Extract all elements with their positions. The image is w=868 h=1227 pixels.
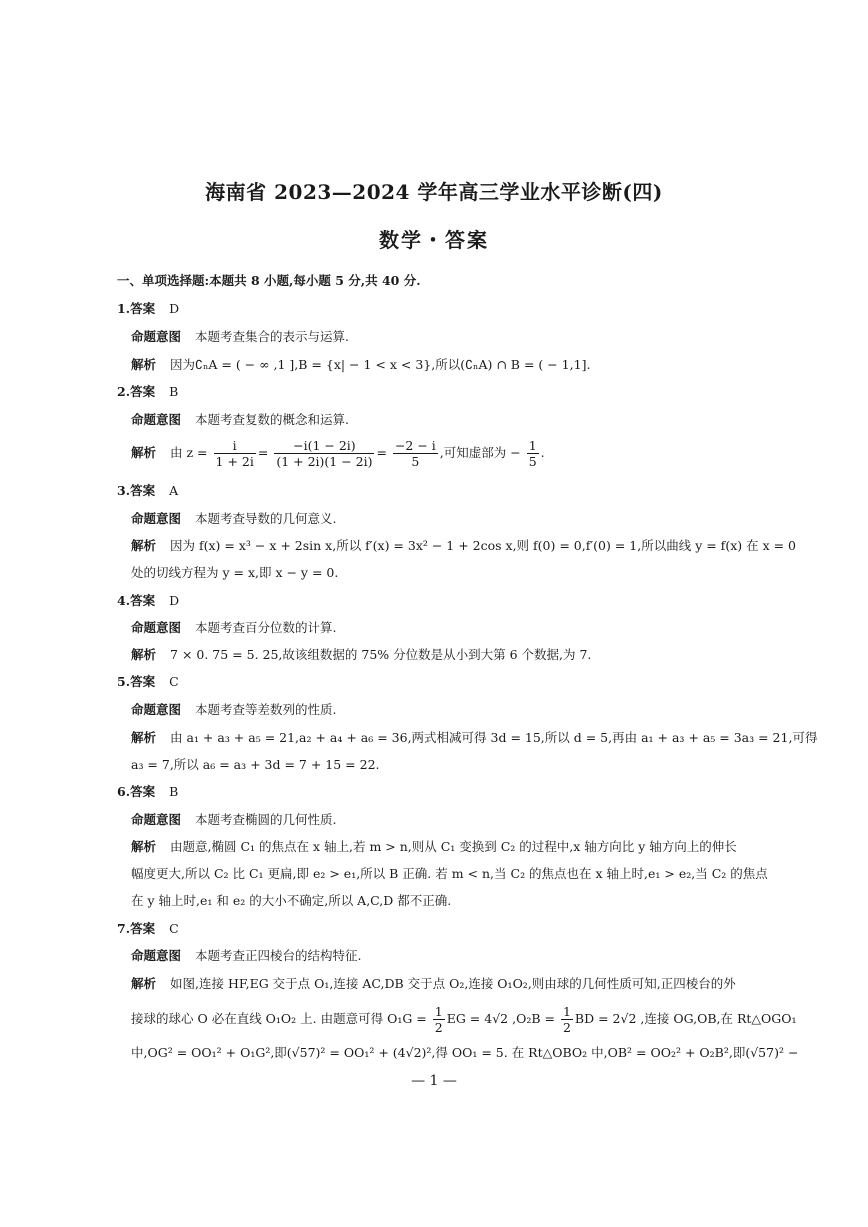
analysis-text: 由题意,椭圆 C₁ 的焦点在 x 轴上,若 m > n,则从 C₁ 变换到 C₂ 的过程中,x 轴方向比 y 轴方向上的伸长	[170, 839, 737, 854]
intent-label: 命题意图	[131, 948, 182, 963]
analysis-text: 7 × 0. 75 = 5. 25,故该组数据的 75% 分位数是从小到大第 6 个数据,为 7.	[170, 647, 592, 662]
fraction: $\frac{-i(1 - 2i)}{(1 + 2i)(1 - 2i)}$	[276, 438, 373, 469]
intent-text: 本题考查正四棱台的结构特征.	[195, 948, 362, 963]
q4-analysis-line	[131, 646, 591, 664]
q6-answer-line	[117, 783, 178, 801]
analysis-label: 解析	[131, 976, 157, 991]
question-number: 4.	[117, 593, 131, 608]
q5-answer-line	[117, 673, 179, 691]
intent-label: 命题意图	[131, 702, 182, 717]
q3-answer-line	[117, 482, 178, 500]
q6-intent-line	[131, 811, 337, 829]
analysis-label: 解析	[131, 839, 157, 854]
answer-label: 答案	[130, 674, 156, 689]
intent-label: 命题意图	[131, 329, 182, 344]
question-number: 7.	[117, 921, 131, 936]
question-number: 5.	[117, 674, 131, 689]
q6-analysis-continuation: 幅度更大,所以 C₂ 比 C₁ 更扁,即 e₂ > e₁,所以 B 正确. 若 m < n,当 C₂ 的焦点也在 x 轴上时,e₁ > e₂,当 C₂ 的焦点	[131, 866, 768, 881]
section-heading: 一、单项选择题:本题共 8 小题,每小题 5 分,共 40 分.	[117, 273, 421, 288]
fraction: $\frac{-2 - i}{5}$	[394, 438, 436, 469]
q7-analysis-continuation: 中,OG² = OO₁² + O₁G²,即(√57)² = OO₁² + (4√2)²,得 OO₁ = 5. 在 Rt△OBO₂ 中,OB² = OO₂² + O₂B²,即(√57)² −	[131, 1045, 799, 1060]
answer-label: 答案	[130, 784, 156, 799]
answer-label: 答案	[130, 921, 156, 936]
fraction: $\frac{1}{2}$	[562, 1004, 571, 1035]
q4-answer-line	[117, 592, 179, 610]
document-title: 海南省 2023—2024 学年高三学业水平诊断(四)	[205, 180, 663, 204]
q2-analysis-line: 解析 由 z = $\frac{i}{1 + 2i}$ = $\frac{-i(1 - 2i)}{(1 + 2i)(1 - 2i)}$ = $\frac{-2 - i}{5}$ ,可知虚部为 − $\frac{1}{5}$ .	[131, 438, 545, 469]
question-number: 1.	[117, 301, 131, 316]
q5-intent-line	[131, 701, 337, 719]
intent-text: 本题考查导数的几何意义.	[195, 511, 337, 526]
intent-text: 本题考查等差数列的性质.	[195, 702, 337, 717]
intent-text: 本题考查椭圆的几何性质.	[195, 812, 337, 827]
analysis-label: 解析	[131, 730, 157, 745]
document-subtitle: 数学・答案	[379, 228, 489, 252]
answer-value: C	[169, 674, 179, 689]
answer-value: A	[169, 483, 179, 498]
q2-answer-line	[117, 383, 178, 401]
analysis-label: 解析	[131, 445, 157, 460]
q3-intent-line	[131, 510, 337, 528]
q1-answer-line	[117, 300, 179, 318]
fraction: $\frac{1}{2}$	[434, 1004, 443, 1035]
q7-answer-line	[117, 920, 179, 938]
question-number: 6.	[117, 784, 131, 799]
question-number: 3.	[117, 483, 131, 498]
analysis-label: 解析	[131, 357, 157, 372]
q6-analysis-line	[131, 838, 737, 856]
analysis-label: 解析	[131, 538, 157, 553]
intent-label: 命题意图	[131, 511, 182, 526]
answer-label: 答案	[130, 301, 156, 316]
analysis-label: 解析	[131, 647, 157, 662]
q2-intent-line	[131, 411, 349, 429]
intent-label: 命题意图	[131, 412, 182, 427]
fraction: $\frac{i}{1 + 2i}$	[215, 438, 254, 469]
q3-analysis-continuation: 处的切线方程为 y = x,即 x − y = 0.	[131, 565, 339, 580]
q4-intent-line	[131, 619, 337, 637]
q5-analysis-line	[131, 729, 817, 747]
intent-text: 本题考查集合的表示与运算.	[195, 329, 349, 344]
answer-label: 答案	[130, 593, 156, 608]
q1-intent-line	[131, 328, 349, 346]
q5-analysis-continuation: a₃ = 7,所以 a₆ = a₃ + 3d = 7 + 15 = 22.	[131, 757, 380, 772]
intent-text: 本题考查百分位数的计算.	[195, 620, 337, 635]
answer-value: C	[169, 921, 179, 936]
analysis-text: 如图,连接 HF,EG 交于点 O₁,连接 AC,DB 交于点 O₂,连接 O₁O₂,则由球的几何性质可知,正四棱台的外	[170, 976, 736, 991]
q7-analysis-continuation: 接球的球心 O 必在直线 O₁O₂ 上. 由题意可得 O₁G = $\frac{1}{2}$ EG = 4√2 ,O₂B = $\frac{1}{2}$ BD = 2√2 ,连接 OG,OB,在 Rt△OGO₁	[131, 1004, 797, 1035]
analysis-text: 因为∁ₙA = ( − ∞ ,1 ],B = {x| − 1 < x < 3},所以(∁ₙA) ∩ B = ( − 1,1].	[170, 357, 591, 372]
analysis-text: 由 z =	[170, 445, 208, 460]
q7-analysis-line	[131, 975, 736, 993]
q3-analysis-line	[131, 537, 796, 555]
question-number: 2.	[117, 384, 131, 399]
q7-intent-line	[131, 947, 362, 965]
answer-label: 答案	[130, 384, 156, 399]
intent-label: 命题意图	[131, 620, 182, 635]
answer-value: B	[169, 784, 179, 799]
page-number: — 1 —	[411, 1073, 457, 1089]
answer-value: D	[169, 593, 180, 608]
answer-value: B	[169, 384, 179, 399]
analysis-text: 由 a₁ + a₃ + a₅ = 21,a₂ + a₄ + a₆ = 36,两式相减可得 3d = 15,所以 d = 5,再由 a₁ + a₃ + a₅ = 3a₃ = 21,可得	[170, 730, 818, 745]
q1-analysis-line	[131, 356, 590, 374]
fraction: $\frac{1}{5}$	[528, 438, 537, 469]
intent-text: 本题考查复数的概念和运算.	[195, 412, 349, 427]
answer-label: 答案	[130, 483, 156, 498]
analysis-text: 因为 f(x) = x³ − x + 2sin x,所以 f′(x) = 3x² − 1 + 2cos x,则 f(0) = 0,f′(0) = 1,所以曲线 y = f(x) 在 x = 0	[170, 538, 796, 553]
answer-value: D	[169, 301, 180, 316]
intent-label: 命题意图	[131, 812, 182, 827]
q6-analysis-continuation: 在 y 轴上时,e₁ 和 e₂ 的大小不确定,所以 A,C,D 都不正确.	[131, 893, 452, 908]
